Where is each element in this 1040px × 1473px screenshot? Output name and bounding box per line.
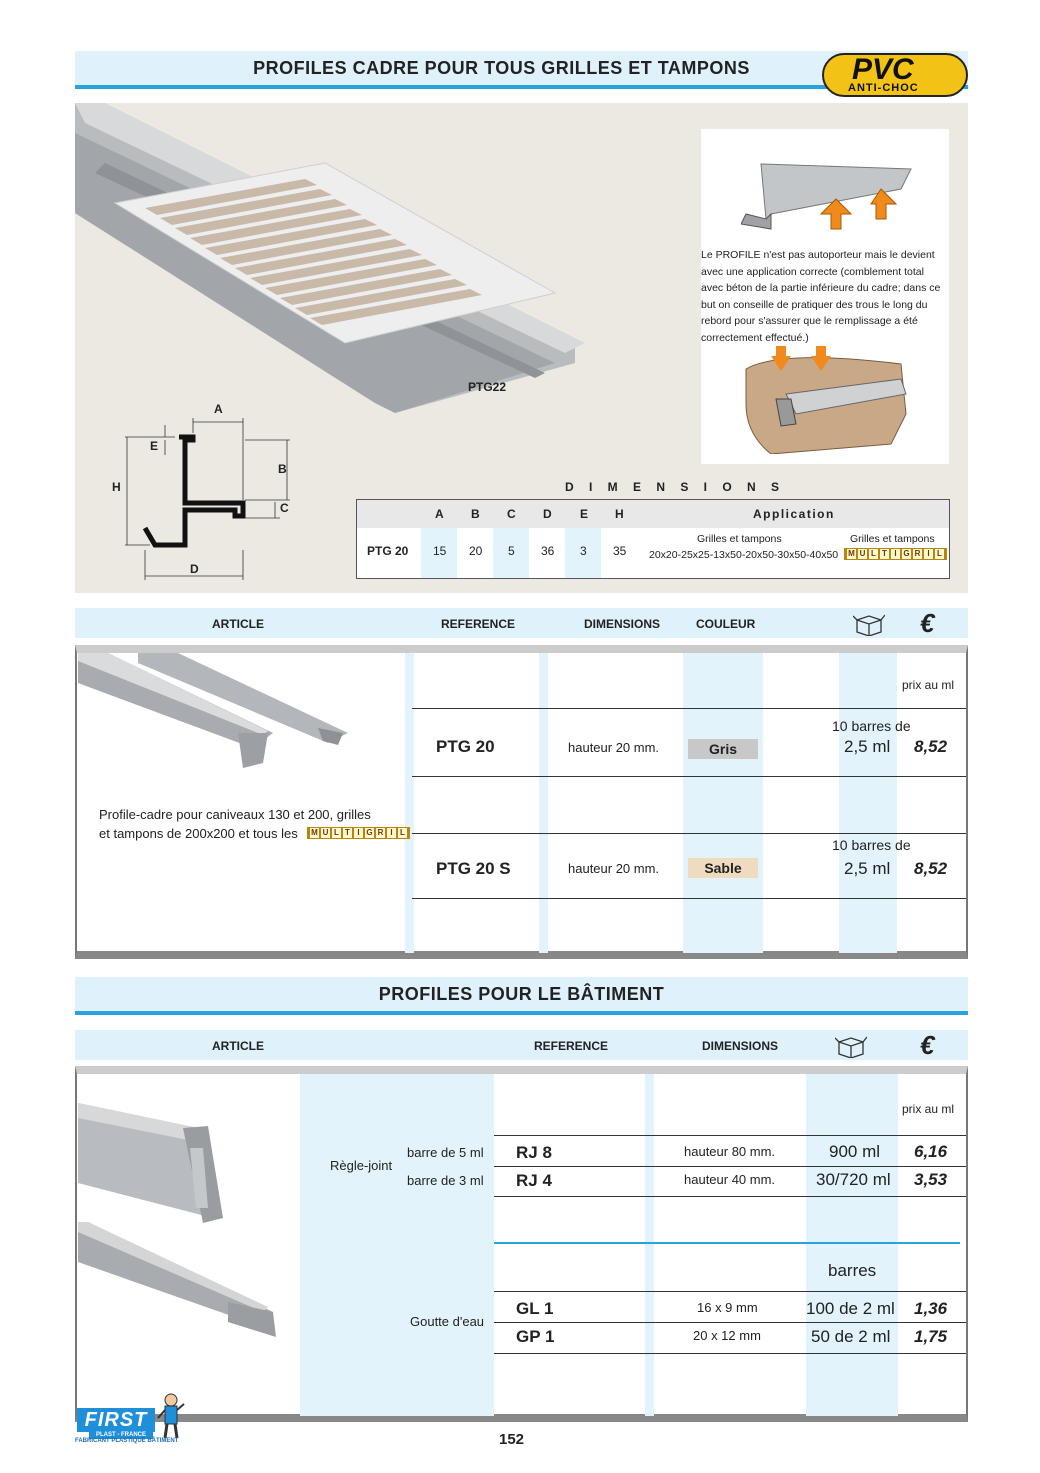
- dim-label-e: E: [150, 439, 159, 453]
- section2-title: PROFILES POUR LE BÂTIMENT: [378, 983, 665, 1004]
- goutte-eau-image: [78, 1222, 278, 1342]
- table2-header: [75, 1030, 968, 1060]
- regle-row2-variant: barre de 3 ml: [407, 1173, 484, 1188]
- multigril-inline-logo: M U L T I G R I L: [307, 827, 410, 839]
- goutte-row1-qty: 100 de 2 ml: [806, 1299, 895, 1318]
- profile-illustration: [75, 103, 615, 423]
- cross-section-diagram: [105, 400, 305, 590]
- table1-row1-dim: hauteur 20 mm.: [568, 740, 660, 755]
- table1-description-line2: et tampons de 200x200 et tous les: [99, 826, 298, 841]
- regle-row1-variant: barre de 5 ml: [407, 1145, 484, 1160]
- dim-label-d: D: [190, 562, 199, 576]
- dimensions-title: D I M E N S I O N S: [565, 480, 786, 494]
- regle-row2-dim: hauteur 40 mm.: [684, 1172, 776, 1187]
- pvc-badge: [822, 53, 968, 97]
- regle-row1-price: 6,16: [914, 1142, 948, 1161]
- regle-joint-image: [78, 1098, 293, 1228]
- dim-val-b: 20: [469, 544, 483, 558]
- profile-install-bottom-icon: [741, 344, 911, 454]
- euro-icon-2: €: [920, 1030, 935, 1060]
- regle-joint-label: Règle-joint: [330, 1158, 393, 1173]
- col2-dimensions: DIMENSIONS: [702, 1039, 779, 1053]
- first-logo-sub: PLAST - FRANCE: [89, 1431, 153, 1439]
- dim-col-b: B: [471, 507, 480, 521]
- dim-col-d: D: [543, 507, 552, 521]
- col-dimensions: DIMENSIONS: [584, 617, 661, 631]
- dim-val-h: 35: [613, 544, 627, 558]
- table1-description-line1: Profile-cadre pour caniveaux 130 et 200, grilles: [99, 807, 371, 822]
- dim-col-application: Application: [753, 507, 835, 521]
- regle-row2-price: 3,53: [914, 1170, 948, 1189]
- table1-row1-qty-line1: 10 barres de: [832, 718, 911, 734]
- regle-row1-qty: 900 ml: [829, 1142, 881, 1161]
- table1-row1-price: 8,52: [914, 737, 948, 756]
- dim-label-b: B: [278, 462, 287, 476]
- dim-val-d: 36: [541, 544, 555, 558]
- footer-tagline: FABRICANT PLASTIQUE BÂTIMENT: [75, 1438, 179, 1444]
- profile-install-top-icon: [741, 154, 921, 254]
- multigril-logo: M U L T I G R I L: [844, 548, 947, 560]
- goutte-row1-dim: 16 x 9 mm: [697, 1300, 758, 1315]
- note-text: Le PROFILE n'est pas autoporteur mais le devient avec une application correcte (comblement total avec béton de la partie inférieure du cadre; dans ce but on conseille de pratiquer des trous le long du rebord pour s'assurer que le remplissage a été correctement effectué.): [701, 249, 941, 344]
- pvc-badge-sub: ANTI-CHOC: [848, 82, 919, 94]
- dim-col-c: C: [507, 507, 516, 521]
- dimensions-table: [356, 499, 950, 579]
- dim-app2-line1: Grilles et tampons: [850, 533, 935, 545]
- col-reference: REFERENCE: [441, 617, 516, 631]
- goutte-eau-label: Goutte d'eau: [410, 1314, 485, 1329]
- table1-row2-dim: hauteur 20 mm.: [568, 861, 660, 876]
- dim-col-a: A: [435, 507, 444, 521]
- goutte-row1-ref: GL 1: [516, 1299, 554, 1318]
- dim-col-h: H: [615, 507, 624, 521]
- price-unit: prix au ml: [902, 678, 955, 692]
- box-icon-2: [835, 1034, 867, 1058]
- dim-label-h: H: [112, 480, 121, 494]
- regle-row2-qty: 30/720 ml: [816, 1170, 891, 1189]
- dim-val-c: 5: [508, 544, 515, 558]
- col-couleur: COULEUR: [696, 617, 756, 631]
- goutte-row2-ref: GP 1: [516, 1327, 555, 1346]
- goutte-row1-price: 1,36: [914, 1299, 948, 1318]
- table1-row2-ref: PTG 20 S: [436, 859, 511, 878]
- col2-article: ARTICLE: [212, 1039, 264, 1053]
- dim-val-a: 15: [433, 544, 447, 558]
- pvc-badge-main: PVC: [852, 53, 914, 86]
- page-title: PROFILES CADRE POUR TOUS GRILLES ET TAMPONS: [253, 57, 750, 78]
- col2-reference: REFERENCE: [534, 1039, 609, 1053]
- note-panel: [701, 129, 949, 464]
- table1-row1-qty-line2: 2,5 ml: [844, 737, 891, 756]
- first-logo-text: FIRST: [77, 1408, 155, 1432]
- dim-label-a: A: [214, 402, 223, 416]
- dim-row-ref: PTG 20: [367, 544, 409, 558]
- regle-row2-ref: RJ 4: [516, 1171, 552, 1190]
- table1-row2-qty-line2: 2,5 ml: [844, 859, 891, 878]
- barres-label: barres: [828, 1261, 877, 1280]
- regle-row1-dim: hauteur 80 mm.: [684, 1144, 776, 1159]
- mascot-icon: [157, 1392, 185, 1442]
- dim-app1-line1: Grilles et tampons: [697, 533, 782, 545]
- table1-row2-qty-line1: 10 barres de: [832, 837, 911, 853]
- euro-icon: €: [920, 608, 935, 638]
- product-label: PTG22: [468, 380, 507, 394]
- col-article: ARTICLE: [212, 617, 264, 631]
- dim-label-c: C: [280, 501, 289, 515]
- goutte-row2-qty: 50 de 2 ml: [811, 1327, 891, 1346]
- table1-row2-price: 8,52: [914, 859, 948, 878]
- table1-header: [75, 608, 968, 638]
- ptg-product-image: [78, 653, 353, 773]
- table1-row1-color: Gris: [688, 739, 758, 759]
- dim-col-e: E: [580, 507, 589, 521]
- goutte-row2-dim: 20 x 12 mm: [693, 1328, 761, 1343]
- table1-row2-color: Sable: [688, 858, 758, 878]
- page-number: 152: [499, 1431, 525, 1448]
- goutte-row2-price: 1,75: [914, 1327, 948, 1346]
- section2-title-bar: [75, 977, 968, 1015]
- table1-row1-ref: PTG 20: [436, 737, 495, 756]
- box-icon: [853, 612, 885, 636]
- table2-price-unit: prix au ml: [902, 1102, 955, 1116]
- dim-val-e: 3: [580, 544, 587, 558]
- dim-app1-line2: 20x20-25x25-13x50-20x50-30x50-40x50: [649, 549, 839, 561]
- regle-row1-ref: RJ 8: [516, 1143, 552, 1162]
